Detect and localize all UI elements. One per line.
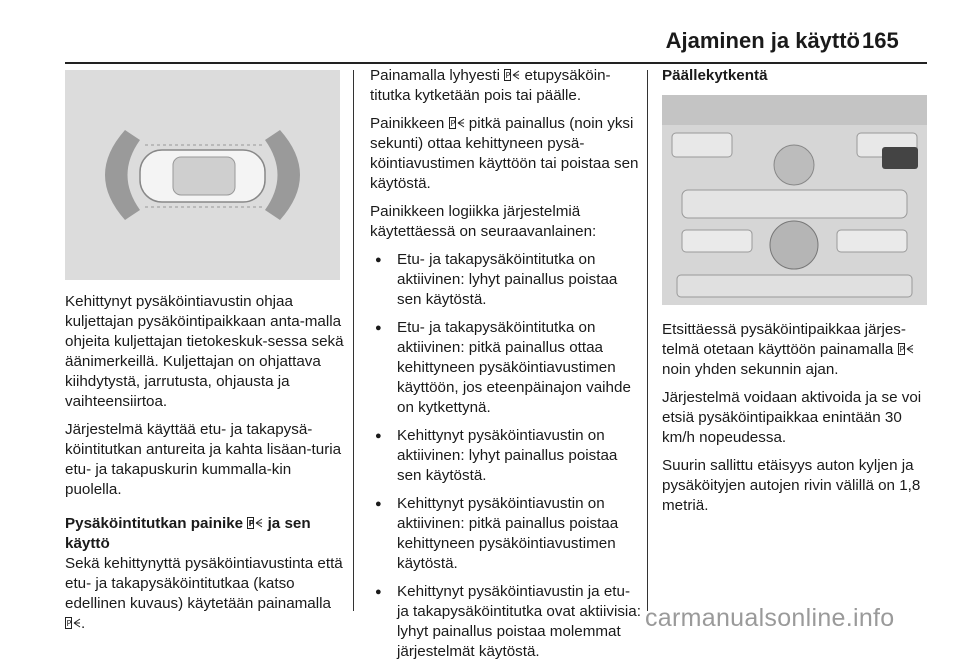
page-number: 165 (862, 28, 899, 53)
column-divider-1 (353, 70, 354, 611)
dashboard-console-photo (662, 95, 927, 305)
short-press-text-b: etupysäköin-titutka kytketään pois tai päälle. (370, 67, 611, 104)
page-header-title: Ajaminen ja käyttö (665, 28, 860, 53)
sensors-paragraph: Järjestelmä käyttää etu- ja takapysä-köintitutkan antureita ja kahta lisäan-turia etu- ja takapuskurin kummalla-kin puolella. (65, 421, 342, 498)
column-right (662, 320, 930, 524)
svg-text:P: P (899, 345, 904, 354)
usage-text-end: . (81, 615, 86, 632)
activation-text-b: noin yhden sekunnin ajan. (662, 361, 839, 378)
car-sensor-illustration (65, 70, 340, 280)
long-press-paragraph (370, 114, 642, 194)
long-press-text-b: pitkä painallus (noin yksi sekunti) ottaa kehittyneen pysä-köintiavustimen käyttöön tai poistaa sen käytöstä. (370, 115, 639, 192)
logic-list (370, 250, 642, 662)
usage-paragraph (65, 554, 347, 634)
distance-paragraph: Suurin sallittu etäisyys auton kyljen ja pysäköityjen autojen rivin välillä on 1,8 metriä. (662, 457, 921, 514)
header-rule (65, 62, 927, 64)
short-press-paragraph (370, 66, 642, 106)
section-heading: Päällekytkentä (662, 67, 768, 84)
activation-text-a: Etsittäessä pysäköintipaikkaa järjes-telmä otetaan käyttöön painamalla (662, 321, 906, 358)
car-top-view-graphic (65, 70, 340, 280)
column-right-heading (662, 66, 927, 86)
park-assist-icon (65, 617, 81, 629)
park-assist-icon (449, 117, 465, 129)
heading-text-a: Pysäköintitutkan painike (65, 515, 244, 532)
usage-text: Sekä kehittynyttä pysäköintiavustinta että etu- ja takapysäköintitutkaa (katso edellinen kuvaus) käytetään painamalla (65, 555, 343, 612)
illustration-caption: Kehittynyt pysäköintiavustin ohjaa kuljettajan pysäköintipaikkaan anta-malla ohjeita kuljettajan tietokeskuk-sessa sekä äänimerkeillä. Kuljettajan on ohjattava kiihdytystä, jarrutusta, ohjausta ja vaihteensiirtoa. (65, 293, 344, 410)
list-item: ● Kehittynyt pysäköintiavustin on aktiivinen: pitkä painallus poistaa kehittyneen pysäköintiavustimen käytöstä. (370, 494, 642, 574)
list-item: ● Etu- ja takapysäköintitutka on aktiivinen: lyhyt painallus poistaa sen käytöstä. (370, 250, 642, 310)
long-press-text-a: Painikkeen (370, 115, 445, 132)
watermark: carmanualsonline.info (645, 604, 895, 632)
list-item: ● Etu- ja takapysäköintitutka on aktiivinen: pitkä painallus ottaa kehittyneen pysäköintiavustimen käyttöön, jos eteenpäinajon vaihde on kytkettynä. (370, 318, 642, 418)
activation-paragraph (662, 320, 930, 380)
logic-intro: Painikkeen logiikka järjestelmiä käytettäessä on seuraavanlainen: (370, 203, 597, 240)
heading-text-b: ja sen käyttö (65, 515, 311, 552)
svg-text:P: P (505, 71, 511, 80)
park-assist-icon (898, 343, 914, 355)
svg-text:P: P (248, 519, 255, 528)
svg-text:P: P (450, 119, 455, 128)
section-heading (65, 514, 347, 554)
park-assist-icon (247, 517, 263, 529)
column-divider-2 (647, 70, 648, 611)
park-assist-icon (504, 69, 520, 81)
column-left (65, 292, 347, 642)
speed-paragraph: Järjestelmä voidaan aktivoida ja se voi etsiä pysäköintipaikkaa enintään 30 km/h nopeudessa. (662, 389, 922, 446)
console-graphic (662, 95, 927, 305)
column-middle (370, 66, 642, 670)
svg-text:P: P (66, 619, 72, 628)
list-item: ● Kehittynyt pysäköintiavustin on aktiivinen: lyhyt painallus poistaa sen käytöstä. (370, 426, 642, 486)
list-item: ● Kehittynyt pysäköintiavustin ja etu- ja takapysäköintitutka ovat aktiivisia: lyhyt painallus poistaa molemmat järjestelmät käytöstä. (370, 582, 642, 662)
short-press-text-a: Painamalla lyhyesti (370, 67, 500, 84)
